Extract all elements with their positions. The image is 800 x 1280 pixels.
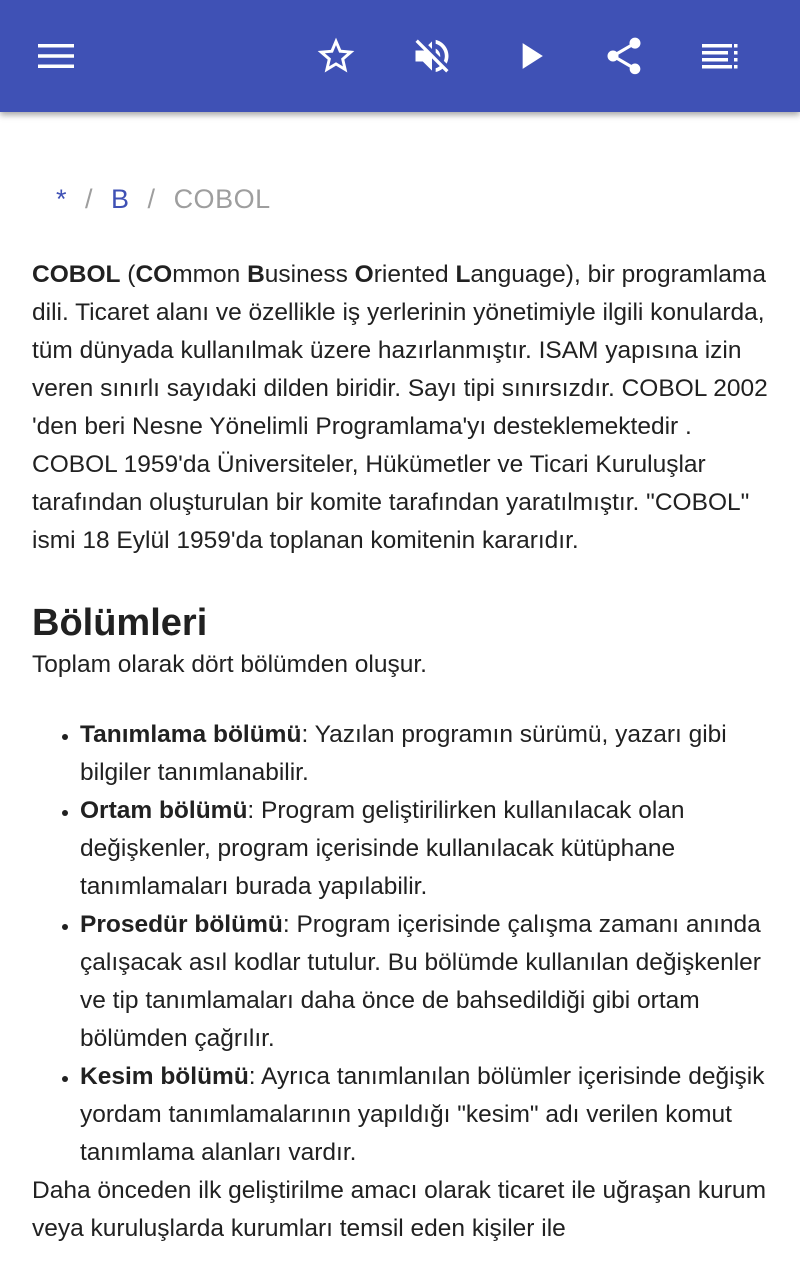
intro-text: anguage), bir programlama dili. Ticaret alanı ve özellikle iş yerlerinin yönetimiyle ilgili konularda, tüm dünyada kullanılmak üzere hazırlanmıştır. ISAM yapısına izin veren sınırlı sayıdaki dilden biridir. Sayı tipi sınırsızdır. COBOL 2002 'den beri Nesne Yönelimli Programlama'yı desteklemektedir . COBOL 1959'da Üniversiteler, Hükümetler ve Ticari Kuruluşlar tarafından oluşturulan bir komite tarafından yaratılmıştır. "COBOL" ismi 18 Eylül 1959'da toplanan komitenin kararıdır. xyxy=(32,261,768,554)
acronym-letters: B xyxy=(247,261,265,288)
acronym-letters: O xyxy=(354,261,374,288)
breadcrumb-letter-link[interactable]: B xyxy=(111,184,130,214)
article-body xyxy=(32,256,768,1248)
term-cobol: COBOL xyxy=(32,261,121,288)
share-button[interactable] xyxy=(592,24,656,88)
list-item xyxy=(80,906,768,1058)
volume-off-icon xyxy=(410,34,454,78)
list-item-title: Tanımlama bölümü xyxy=(80,721,302,748)
list-button[interactable] xyxy=(688,24,752,88)
breadcrumb-separator: / xyxy=(85,184,94,214)
list-item-text: : Program geliştirilirken kullanılacak olan değişkenler, program içerisinde kullanılacak kütüphane tanımlamaları burada yapılabilir. xyxy=(80,797,685,900)
intro-text: ( xyxy=(120,261,136,288)
mute-button[interactable] xyxy=(400,24,464,88)
hamburger-menu-icon xyxy=(36,42,76,70)
app-toolbar xyxy=(0,0,800,112)
list-item xyxy=(80,716,768,792)
breadcrumb-root-link[interactable]: * xyxy=(56,184,68,214)
share-icon xyxy=(602,34,646,78)
acronym-letters: CO xyxy=(135,261,173,288)
intro-text: riented xyxy=(373,261,456,288)
breadcrumb-current: COBOL xyxy=(173,184,271,214)
list-item-text: : Yazılan programın sürümü, yazarı gibi bilgiler tanımlanabilir. xyxy=(80,721,727,786)
list-item-title: Kesim bölümü xyxy=(80,1063,249,1090)
list-item-title: Ortam bölümü xyxy=(80,797,248,824)
play-icon xyxy=(508,34,552,78)
favorite-button[interactable] xyxy=(304,24,368,88)
article-content xyxy=(0,112,800,1280)
section-heading: Bölümleri xyxy=(32,602,208,644)
list-item-text: : Ayrıca tanımlanılan bölümler içerisinde değişik yordam tanımlamalarının yapıldığı "kesim" adı verilen komut tanımlama alanları vardır. xyxy=(80,1063,765,1166)
intro-text: mmon xyxy=(172,261,248,288)
acronym-letters: L xyxy=(455,261,471,288)
continuation-paragraph: Daha önceden ilk geliştirilme amacı olarak ticaret ile uğraşan kurum veya kuruluşlarda kurumları temsil eden kişiler ile xyxy=(32,1177,766,1242)
sections-list xyxy=(32,716,768,1172)
list-item-text: : Program içerisinde çalışma zamanı anında çalışacak asıl kodlar tutulur. Bu bölümde kullanılan değişkenler ve tip tanımlamaları daha önce de bahsedildiği gibi ortam bölümden çağrılır. xyxy=(80,911,761,1052)
breadcrumb xyxy=(32,182,271,216)
intro-text: usiness xyxy=(264,261,355,288)
section-subtitle: Toplam olarak dört bölümden oluşur. xyxy=(32,651,427,678)
breadcrumb-separator: / xyxy=(147,184,156,214)
list-item xyxy=(80,1058,768,1172)
star-outline-icon xyxy=(314,34,358,78)
intro-paragraph xyxy=(32,256,768,560)
list-item xyxy=(80,792,768,906)
list-item-title: Prosedür bölümü xyxy=(80,911,283,938)
playlist-icon xyxy=(700,42,740,70)
play-button[interactable] xyxy=(498,24,562,88)
menu-button[interactable] xyxy=(24,24,88,88)
